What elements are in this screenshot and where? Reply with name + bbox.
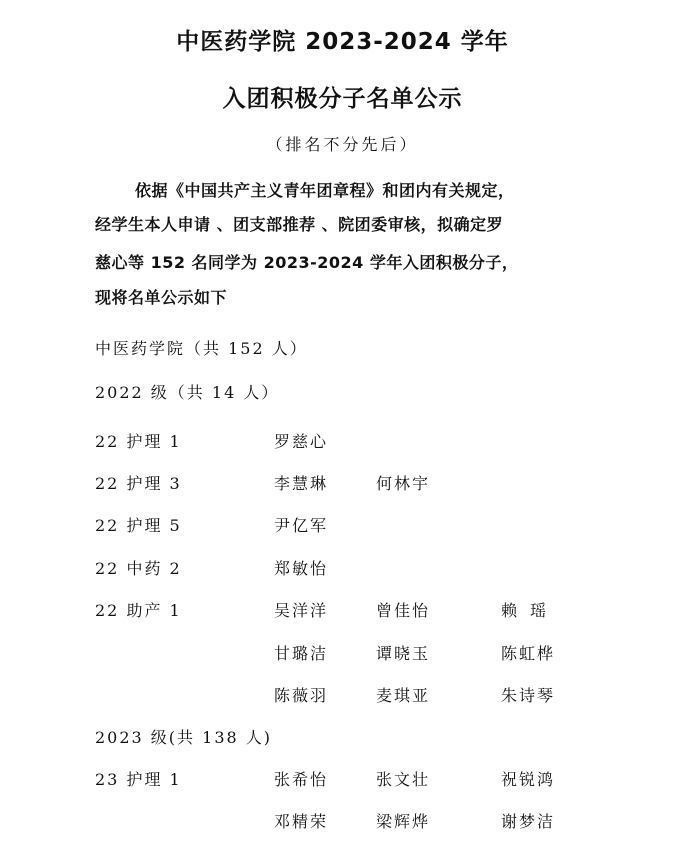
class-label: 22 助产 1 bbox=[95, 601, 182, 620]
student-name: 何林宇 bbox=[376, 474, 431, 493]
body-line-1: 依据《中国共产主义青年团章程》和团内有关规定， bbox=[135, 181, 515, 200]
student-name: 祝锐鸿 bbox=[501, 770, 556, 789]
subtitle: （排名不分先后） bbox=[266, 135, 419, 154]
student-name: 张文壮 bbox=[376, 770, 431, 789]
class-label: 22 中药 2 bbox=[95, 559, 182, 578]
student-name: 朱诗琴 bbox=[501, 686, 556, 705]
student-name: 赖瑶 bbox=[501, 601, 560, 620]
class-label: 22 护理 3 bbox=[95, 474, 182, 493]
student-name: 梁辉烨 bbox=[376, 812, 431, 831]
student-name: 罗慈心 bbox=[274, 432, 329, 451]
student-name: 尹亿军 bbox=[274, 516, 329, 535]
body-line-3: 慈心等 152 名同学为 2023-2024 学年入团积极分子， bbox=[95, 253, 519, 272]
title-line-1: 中医药学院 2023-2024 学年 bbox=[176, 29, 509, 55]
class-label: 22 护理 5 bbox=[95, 516, 182, 535]
student-name: 陈薇羽 bbox=[274, 686, 329, 705]
student-name: 吴洋洋 bbox=[274, 601, 329, 620]
student-name: 李慧琳 bbox=[274, 474, 329, 493]
student-name: 张希怡 bbox=[274, 770, 329, 789]
student-name: 曾佳怡 bbox=[376, 601, 431, 620]
student-name: 甘璐洁 bbox=[274, 644, 329, 663]
student-name: 麦琪亚 bbox=[376, 686, 431, 705]
student-name: 郑敏怡 bbox=[274, 559, 329, 578]
student-name: 陈虹桦 bbox=[501, 644, 556, 663]
student-name: 邓精荣 bbox=[274, 812, 329, 831]
student-name: 谭晓玉 bbox=[376, 644, 431, 663]
student-name: 谢梦洁 bbox=[501, 812, 556, 831]
class-label: 23 护理 1 bbox=[95, 770, 182, 789]
body-line-4: 现将名单公示如下 bbox=[95, 288, 228, 307]
class-label: 22 护理 1 bbox=[95, 432, 182, 451]
title-line-2: 入团积极分子名单公示 bbox=[222, 86, 463, 112]
grade-header-2022: 2022 级（共 14 人） bbox=[95, 383, 280, 402]
body-line-2: 经学生本人申请 、团支部推荐 、院团委审核，拟确定罗 bbox=[95, 215, 504, 234]
grade-header-2023: 2023 级(共 138 人) bbox=[95, 728, 273, 747]
college-header: 中医药学院（共 152 人） bbox=[95, 339, 308, 358]
